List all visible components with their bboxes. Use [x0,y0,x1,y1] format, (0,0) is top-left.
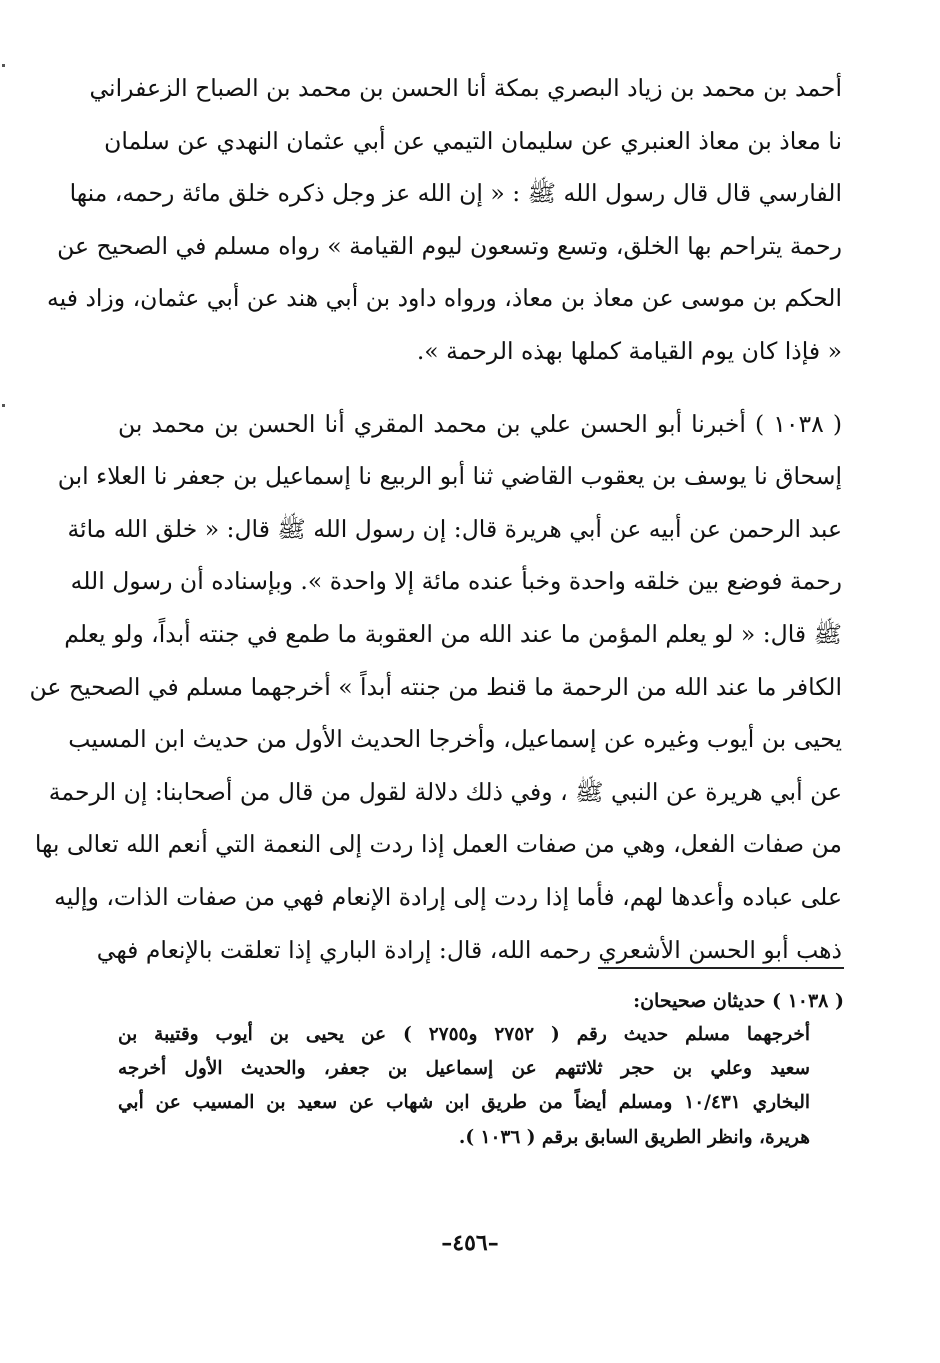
hadith-heading-line: ( ١٠٣٨ ) أخبرنا أبو الحسن علي بن محمد المقري أنا الحسن بن محمد بن [118,409,842,438]
text-line: عبد الرحمن عن أبيه عن أبي هريرة قال: إن رسول الله ﷺ قال: « خلق الله مائة [67,514,842,543]
text-line: ﷺ قال: « لو يعلم المؤمن ما عند الله من العقوبة ما طمع في جنته أبداً، ولو يعلم [64,619,842,648]
paragraph-gap [118,378,842,398]
footnote-line: هريرة، وانظر الطريق السابق برقم ( ١٠٣٦ ). [458,1126,810,1148]
text-line: الفارسي قال قال رسول الله ﷺ : « إن الله عز وجل ذكره خلق مائة رحمه، منها [69,179,842,208]
footnote-line: البخاري ١٠/٤٣١ ومسلم أيضاً من طريق ابن شهاب عن سعيد بن المسيب عن أبي [118,1092,810,1114]
text-line: من صفات الفعل، وهي من صفات العمل إذا ردت إلى النعمة التي أنعم الله تعالى بها [34,830,842,859]
scan-mark [2,404,5,407]
footnote-line: أخرجهما مسلم حديث رقم ( ٢٧٥٢ و٢٧٥٥ ) عن يحيى بن أيوب وقتيبة بن [118,1024,810,1045]
text-line: أحمد بن محمد بن زياد البصري بمكة أنا الحسن بن محمد بن الصباح الزعفراني [89,74,842,102]
text-line: الحكم بن موسى عن معاذ بن معاذ، ورواه داود بن أبي هند عن أبي عثمان، وزاد فيه [47,284,842,313]
text-line: « فإذا كان يوم القيامة كملها بهذه الرحمة ». [416,336,842,365]
text-line: الكافر ما عند الله من الرحمة ما قنط من جنته أبداً » أخرجهما مسلم في الصحيح عن [29,672,842,701]
text-line: ذهب أبو الحسن الأشعري رحمه الله، قال: إرادة الباري إذا تعلقت بالإنعام فهي [96,935,842,964]
text-line: على عباده وأعدها لهم، فأما إذا ردت إلى إرادة الإنعام فهي من صفات الذات، وإليه [54,882,842,911]
text-line: نا معاذ بن معاذ العنبري عن سليمان التيمي عن أبي عثمان النهدي عن سلمان [104,126,842,155]
text-line: عن أبي هريرة عن النبي ﷺ ، وفي ذلك دلالة لقول من قال من أصحابنا: إن الرحمة [48,777,842,806]
text-line: رحمة يتراحم بها الخلق، وتسع وتسعون ليوم القيامة » رواه مسلم في الصحيح عن [57,231,842,260]
footnote-body [118,1018,844,1155]
page-number: –٤٥٦– [441,1230,499,1256]
main-text [29,62,842,976]
footnote-title: ( ١٠٣٨ ) حديثان صحيحان: [633,990,844,1012]
text-line: يحيى بن أيوب وغيره عن إسماعيل، وأخرجا الحديث الأول من حديث ابن المسيب [68,725,842,754]
text-line: رحمة فوضع بين خلقه واحدة وخبأ عنده مائة إلا واحدة ». وبإسناده أن رسول الله [70,567,842,596]
text-line: إسحاق نا يوسف بن يعقوب القاضي ثنا أبو الربيع نا إسماعيل بن جعفر نا العلاء ابن [57,462,842,491]
scan-mark [2,64,5,67]
footnote-line: سعيد وعلي بن حجر ثلاثتهم عن إسماعيل بن جعفر، والحديث الأول أخرجه [118,1058,810,1080]
footnotes [118,984,844,1155]
footnote-divider [598,967,844,969]
